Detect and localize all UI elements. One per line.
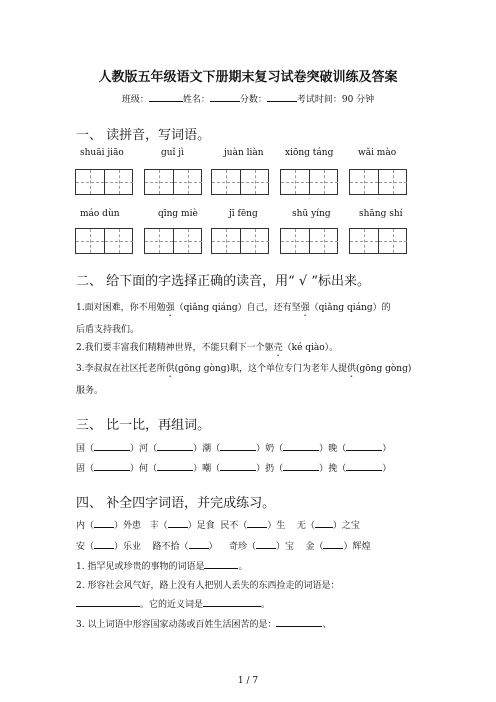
pinyin-1: shuāi jiāo <box>80 148 124 158</box>
question-3 <box>76 617 331 630</box>
idiom-row-1 <box>76 518 360 531</box>
tianzige-box[interactable] <box>211 169 269 195</box>
answer-blank[interactable] <box>94 519 114 528</box>
pinyin-6: máo dùn <box>80 209 120 219</box>
answer-blank[interactable] <box>346 462 382 471</box>
text: 内（ <box>76 521 95 531</box>
marked-char: 供 <box>165 364 175 374</box>
name-label: 姓名： <box>182 95 210 105</box>
question-2: 2. 形容社会风气好，路上没有人把别人丢失的东西捡走的词语是： <box>76 581 340 591</box>
q2-line-4 <box>76 361 411 380</box>
q2-line-2: 后盾支持我们。 <box>76 325 140 335</box>
tianzige-box[interactable] <box>280 169 338 195</box>
text: 无（ <box>296 521 315 531</box>
text: 1.面对困难，你不用勉 <box>76 303 166 313</box>
answer-blank[interactable] <box>94 442 130 451</box>
char: 河 <box>139 444 149 454</box>
pinyin-3: juàn liàn <box>224 148 264 158</box>
answer-blank[interactable] <box>94 462 130 471</box>
text: 民不（ <box>220 521 248 531</box>
section-3-heading: 三、 比一比，再组词。 <box>76 418 211 433</box>
class-blank <box>149 92 183 102</box>
q2-line-1 <box>76 300 391 319</box>
text: 安（ <box>76 542 95 552</box>
pinyin-4: xiōng táng <box>285 148 334 158</box>
char: 何 <box>139 464 149 474</box>
answer-blank[interactable] <box>203 598 261 607</box>
page-number: 1 / 7 <box>237 676 259 686</box>
question-text: 3. 以上词语中形容国家动荡或百姓生活困苦的是： <box>76 620 277 630</box>
name-blank <box>210 92 240 102</box>
text: 。 <box>238 562 248 572</box>
answer-blank[interactable] <box>220 462 256 471</box>
tianzige-box[interactable] <box>144 228 202 254</box>
text: 路不拾（ <box>152 542 189 552</box>
answer-blank[interactable] <box>256 540 276 549</box>
text: ）足食 <box>187 521 215 531</box>
section-1-heading: 一、 读拼音，写词语。 <box>76 128 211 143</box>
char: 国 <box>76 444 86 454</box>
pinyin-10: shāng shí <box>359 209 403 219</box>
pinyin-2: guǐ jì <box>161 148 184 158</box>
text: (gōng gòng) <box>355 364 412 374</box>
text: (gōng gòng)职，这个单位专门为老年人提 <box>174 364 347 374</box>
marked-char: 供 <box>346 364 356 374</box>
char: 奶 <box>265 444 275 454</box>
idiom-row-2 <box>76 539 370 552</box>
text: ）辉煌 <box>343 542 371 552</box>
text: ）生 <box>267 521 286 531</box>
answer-blank[interactable] <box>315 519 333 528</box>
char: 潮 <box>202 444 212 454</box>
char: 固 <box>76 464 86 474</box>
pinyin-7: qīng miè <box>158 209 198 219</box>
pinyin-5: wǎi mào <box>358 148 397 158</box>
char: 挽 <box>328 464 338 474</box>
tianzige-box[interactable] <box>280 228 338 254</box>
compare-row-1: 国（ ）河（ ）潮（ ）奶（ ）晚（ ） <box>76 444 392 454</box>
text: ）之宝 <box>332 521 360 531</box>
tianzige-box[interactable] <box>144 169 202 195</box>
text: 丰（ <box>149 521 168 531</box>
marked-char: 强 <box>300 303 310 313</box>
text: 金（ <box>305 542 324 552</box>
answer-blank[interactable] <box>323 540 343 549</box>
score-blank <box>267 92 297 102</box>
compare-row-2: 固（ ）何（ ）嘲（ ）扔（ ）挽（ ） <box>76 464 392 474</box>
text: 。它的近义词是 <box>140 600 204 610</box>
text: （qiǎng qiáng）自己，还有坚 <box>174 303 301 313</box>
answer-blank[interactable] <box>157 442 193 451</box>
text: ）宝 <box>275 542 294 552</box>
answer-blank[interactable] <box>346 442 382 451</box>
text: 、 <box>322 620 332 630</box>
text: ） <box>208 542 218 552</box>
char: 晚 <box>328 444 338 454</box>
char: 嘲 <box>202 464 212 474</box>
q2-line-5: 服务。 <box>76 386 104 396</box>
answer-blank[interactable] <box>276 618 322 627</box>
text: 3.李叔叔在社区托老所 <box>76 364 166 374</box>
answer-blank[interactable] <box>94 540 114 549</box>
time-label: 考试时间：90 分钟 <box>296 95 375 105</box>
marked-char: 壳 <box>273 343 283 353</box>
tianzige-box[interactable] <box>75 169 133 195</box>
marked-char: 强 <box>165 303 175 313</box>
tianzige-box[interactable] <box>349 169 407 195</box>
text: ）乐业 <box>114 542 142 552</box>
page-title: 人教版五年级语文下册期末复习试卷突破训练及答案 <box>98 70 398 85</box>
char: 扔 <box>265 464 275 474</box>
pinyin-8: jī fēng <box>229 209 258 219</box>
answer-blank[interactable] <box>283 442 319 451</box>
section-2-heading: 二、 给下面的字选择正确的读音，用“ √ ”标出来。 <box>76 274 370 289</box>
text: （ké qiào）。 <box>282 343 339 353</box>
question-text: 1. 指罕见或珍贵的事物的词语是 <box>76 562 205 572</box>
answer-blank[interactable] <box>157 462 193 471</box>
tianzige-box[interactable] <box>75 228 133 254</box>
student-info-line <box>0 92 496 105</box>
pinyin-9: shū yíng <box>292 209 331 219</box>
q2-line-3 <box>76 340 338 359</box>
tianzige-box[interactable] <box>211 228 269 254</box>
text: ）外患 <box>114 521 142 531</box>
answer-blank[interactable] <box>247 519 267 528</box>
tianzige-box[interactable] <box>349 228 407 254</box>
question-1 <box>76 559 247 572</box>
text: 2.我们要丰富我们精精神世界，不能只剩下一个躯 <box>76 343 274 353</box>
text: 。 <box>261 600 271 610</box>
answer-blank[interactable] <box>76 598 140 607</box>
class-label: 班级： <box>121 95 149 105</box>
section-4-heading: 四、 补全四字词语，并完成练习。 <box>76 496 276 511</box>
score-label: 分数： <box>239 95 267 105</box>
text: （qiǎng qiáng）的 <box>309 303 391 313</box>
answer-blank[interactable] <box>189 540 209 549</box>
answer-blank[interactable] <box>220 442 256 451</box>
answer-blank[interactable] <box>168 519 188 528</box>
text: 奇珍（ <box>228 542 256 552</box>
answer-blank[interactable] <box>283 462 319 471</box>
question-2-cont <box>76 597 270 610</box>
answer-blank[interactable] <box>204 560 238 569</box>
